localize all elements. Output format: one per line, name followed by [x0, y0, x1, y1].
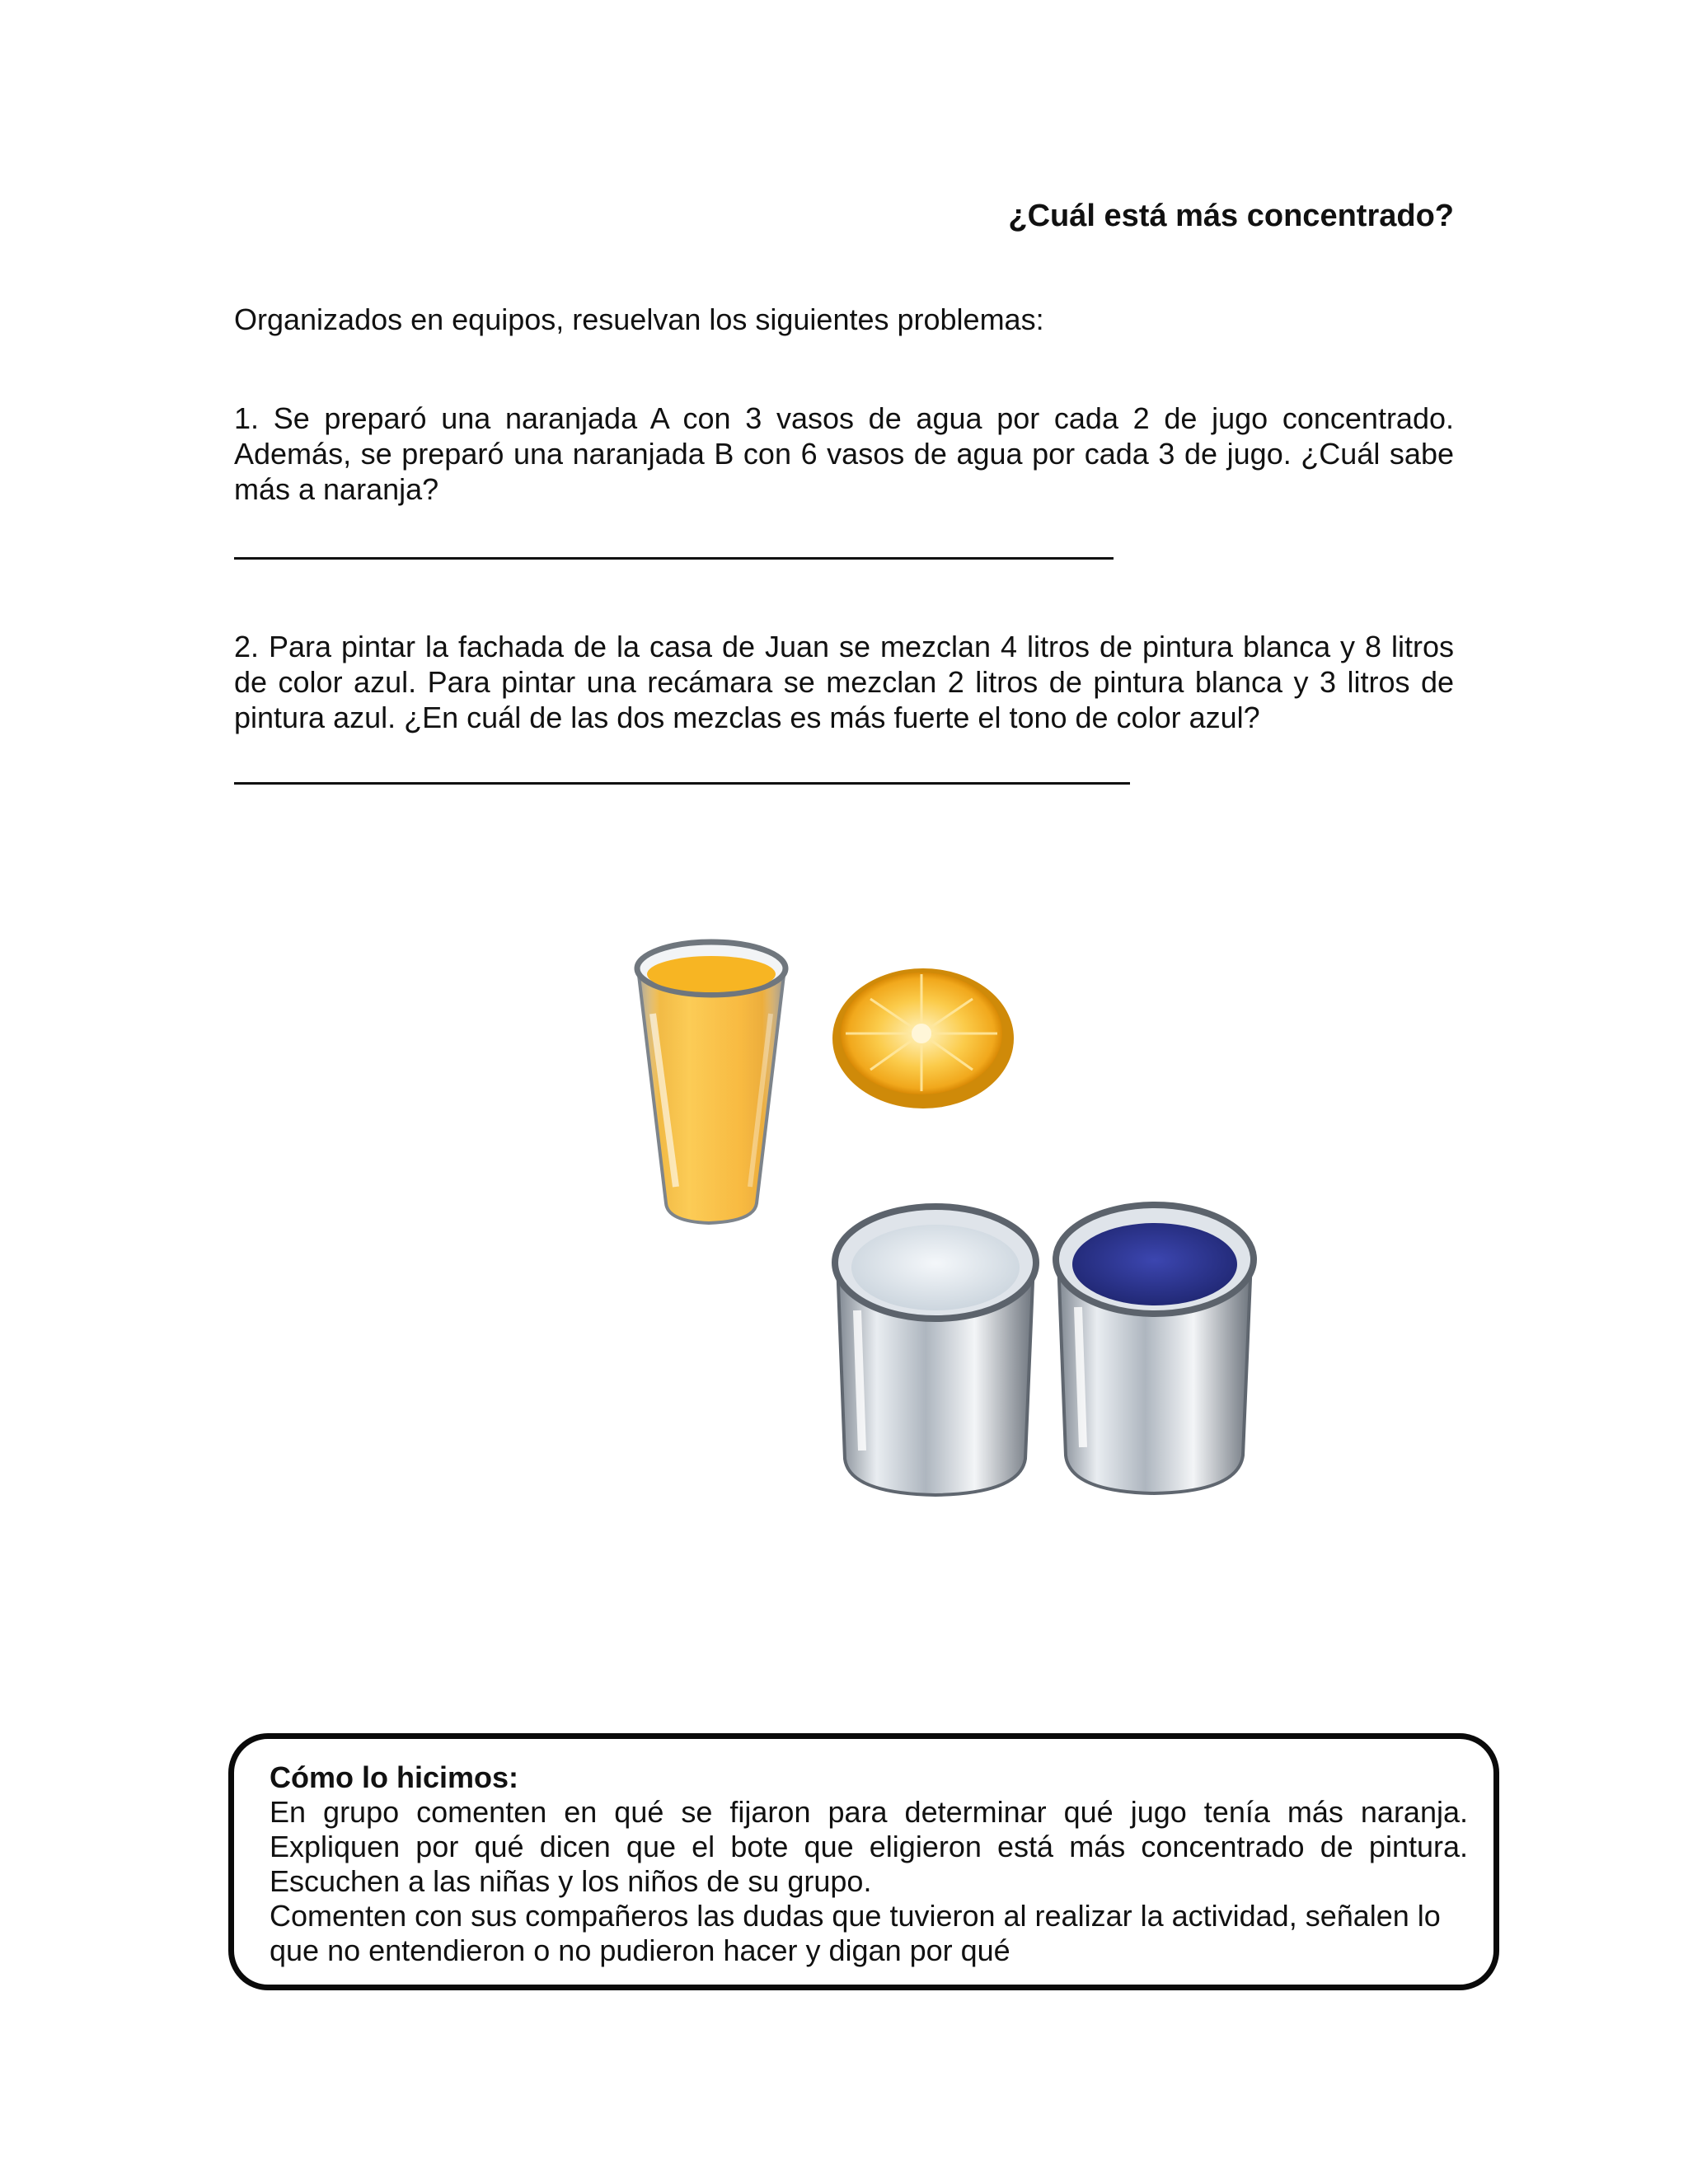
problem-1-text: 1. Se preparó una naranjada A con 3 vasos de agua por cada 2 de jugo concentrado. Además, se preparó una naranjada B con 6 vasos de agua por cada 3 de jugo. ¿Cuál sabe más a naranja? [234, 401, 1454, 506]
summary-heading: Cómo lo hicimos: [270, 1760, 519, 1794]
page-title: ¿Cuál está más concentrado? [1008, 199, 1454, 233]
glass-of-orange-juice [637, 942, 785, 1223]
illustration [610, 923, 1302, 1516]
summary-box [228, 1733, 1499, 1990]
summary-text: En grupo comenten en qué se fijaron para determinar qué jugo tenía más naranja. Expliquen por qué dicen que el bote que eligieron está más concentrado de pintura. Escuchen a las niñas y los niños de su grupo. [270, 1795, 1468, 1898]
answer-line-2[interactable] [234, 782, 1130, 785]
can-of-blue-paint [1056, 1205, 1254, 1493]
can-of-white-paint [835, 1207, 1036, 1495]
orange-half [832, 968, 1014, 1108]
intro-text: Organizados en equipos, resuelvan los siguientes problemas: [234, 302, 1044, 336]
illustration-svg [610, 923, 1302, 1516]
summary-content [270, 1760, 1468, 1968]
problem-2-text: 2. Para pintar la fachada de la casa de Juan se mezclan 4 litros de pintura blanca y 8 litros de color azul. Para pintar una recámara se mezclan 2 litros de pintura blanca y 3 litros de pintura azul. ¿En cuál de las dos mezclas es más fuerte el tono de color azul? [234, 630, 1454, 734]
answer-line-1[interactable] [234, 557, 1114, 560]
summary-text-2: Comenten con sus compañeros las dudas que tuvieron al realizar la actividad, señalen lo que no entendieron o no pudieron hacer y digan por qué [270, 1899, 1441, 1967]
